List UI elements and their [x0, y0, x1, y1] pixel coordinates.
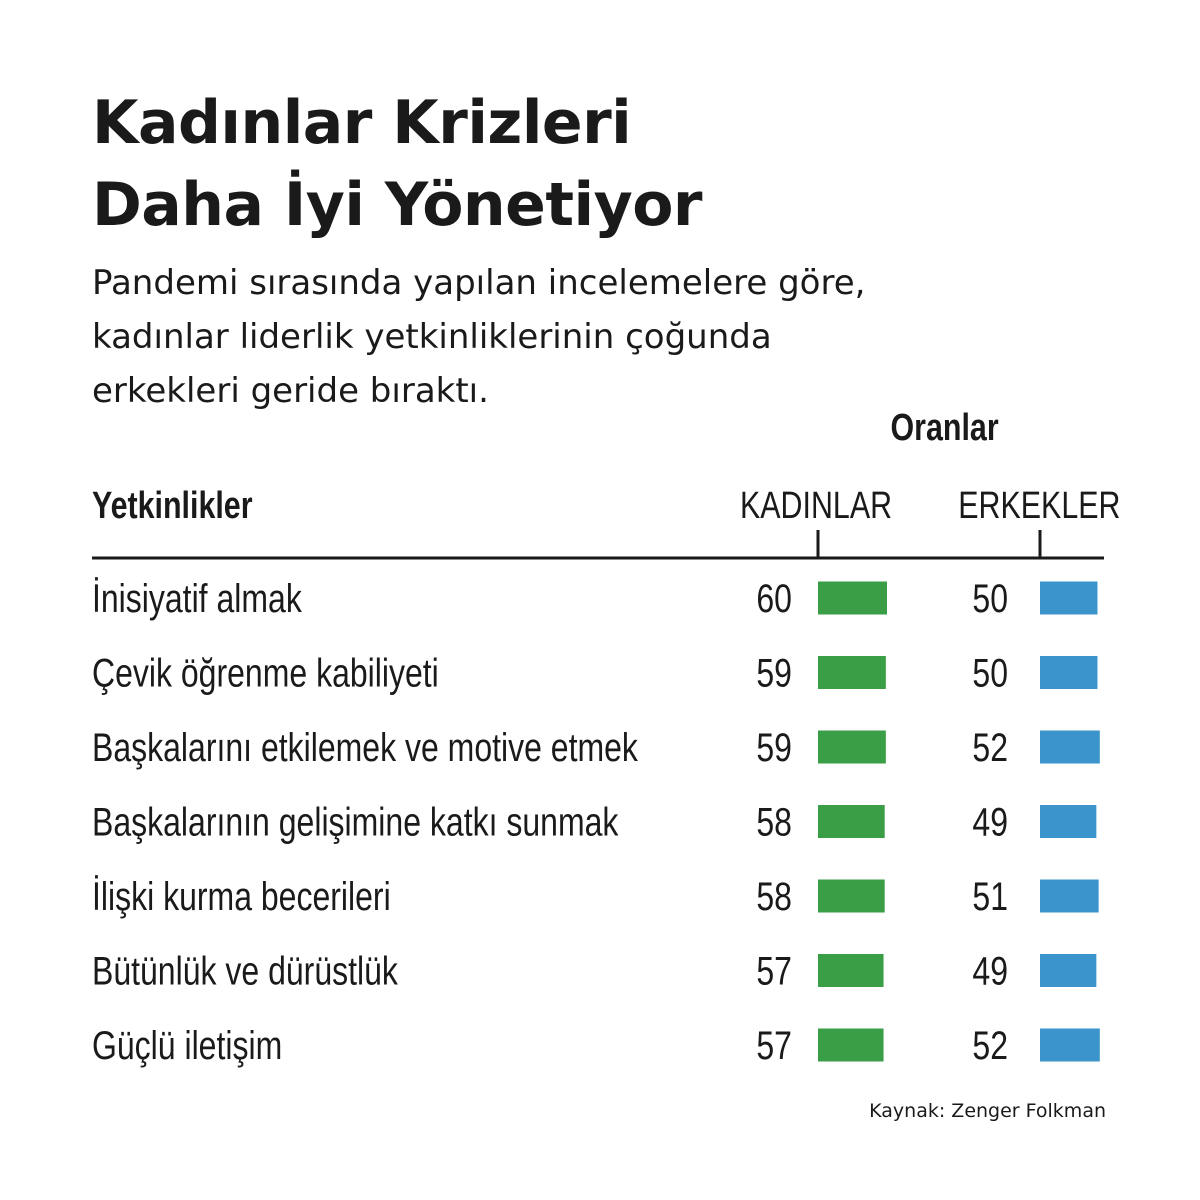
data-label: 52	[972, 724, 1009, 770]
bar	[1040, 880, 1099, 913]
data-label: 52	[972, 1022, 1009, 1068]
data-label: 49	[972, 947, 1009, 994]
category-label: Bütünlük ve dürüstlük	[92, 947, 398, 994]
data-label: 59	[756, 649, 792, 696]
data-label: 59	[756, 724, 792, 770]
bar	[1040, 731, 1100, 764]
bar	[818, 1029, 884, 1062]
data-label: 50	[972, 575, 1009, 621]
data-label: 57	[756, 947, 792, 994]
title-line-1: Kadınlar Krizleri	[92, 88, 632, 158]
bar	[1040, 582, 1098, 615]
bar	[818, 805, 885, 838]
source-note: Kaynak: Zenger Folkman	[869, 1100, 1106, 1122]
column-header-kadinlar-label: KADINLAR	[739, 485, 893, 527]
category-label: Başkalarının gelişimine katkı sunmak	[92, 798, 619, 845]
data-label: 57	[756, 1022, 792, 1068]
category-label: İlişki kurma becerileri	[92, 873, 391, 919]
bar	[818, 880, 885, 913]
bar	[818, 582, 887, 615]
category-label: Başkalarını etkilemek ve motive etmek	[92, 724, 638, 770]
data-label: 60	[756, 575, 792, 621]
category-label: Güçlü iletişim	[92, 1022, 283, 1068]
data-label: 58	[756, 798, 792, 845]
bar	[818, 954, 884, 987]
bar	[1040, 805, 1096, 838]
data-label: 50	[972, 649, 1009, 696]
bar	[818, 731, 886, 764]
data-label: 51	[972, 873, 1009, 919]
bar	[1040, 954, 1096, 987]
subtitle-line-3: erkekleri geride bıraktı.	[92, 371, 489, 411]
subtitle-line-1: Pandemi sırasında yapılan incelemelere göre,	[92, 263, 866, 303]
column-header-erkekler-label: ERKEKLER	[958, 485, 1121, 527]
category-label: İnisiyatif almak	[92, 575, 302, 621]
subtitle-line-2: kadınlar liderlik yetkinliklerinin çoğunda	[92, 317, 772, 357]
data-label: 49	[972, 798, 1009, 845]
category-label: Çevik öğrenme kabiliyeti	[92, 649, 439, 696]
row-header-label: Yetkinlikler	[92, 485, 253, 527]
title-line-2: Daha İyi Yönetiyor	[92, 170, 703, 240]
data-label: 58	[756, 873, 792, 919]
bar	[818, 656, 886, 689]
bar	[1040, 1029, 1100, 1062]
group-header-label: Oranlar	[890, 407, 1000, 449]
bar	[1040, 656, 1098, 689]
